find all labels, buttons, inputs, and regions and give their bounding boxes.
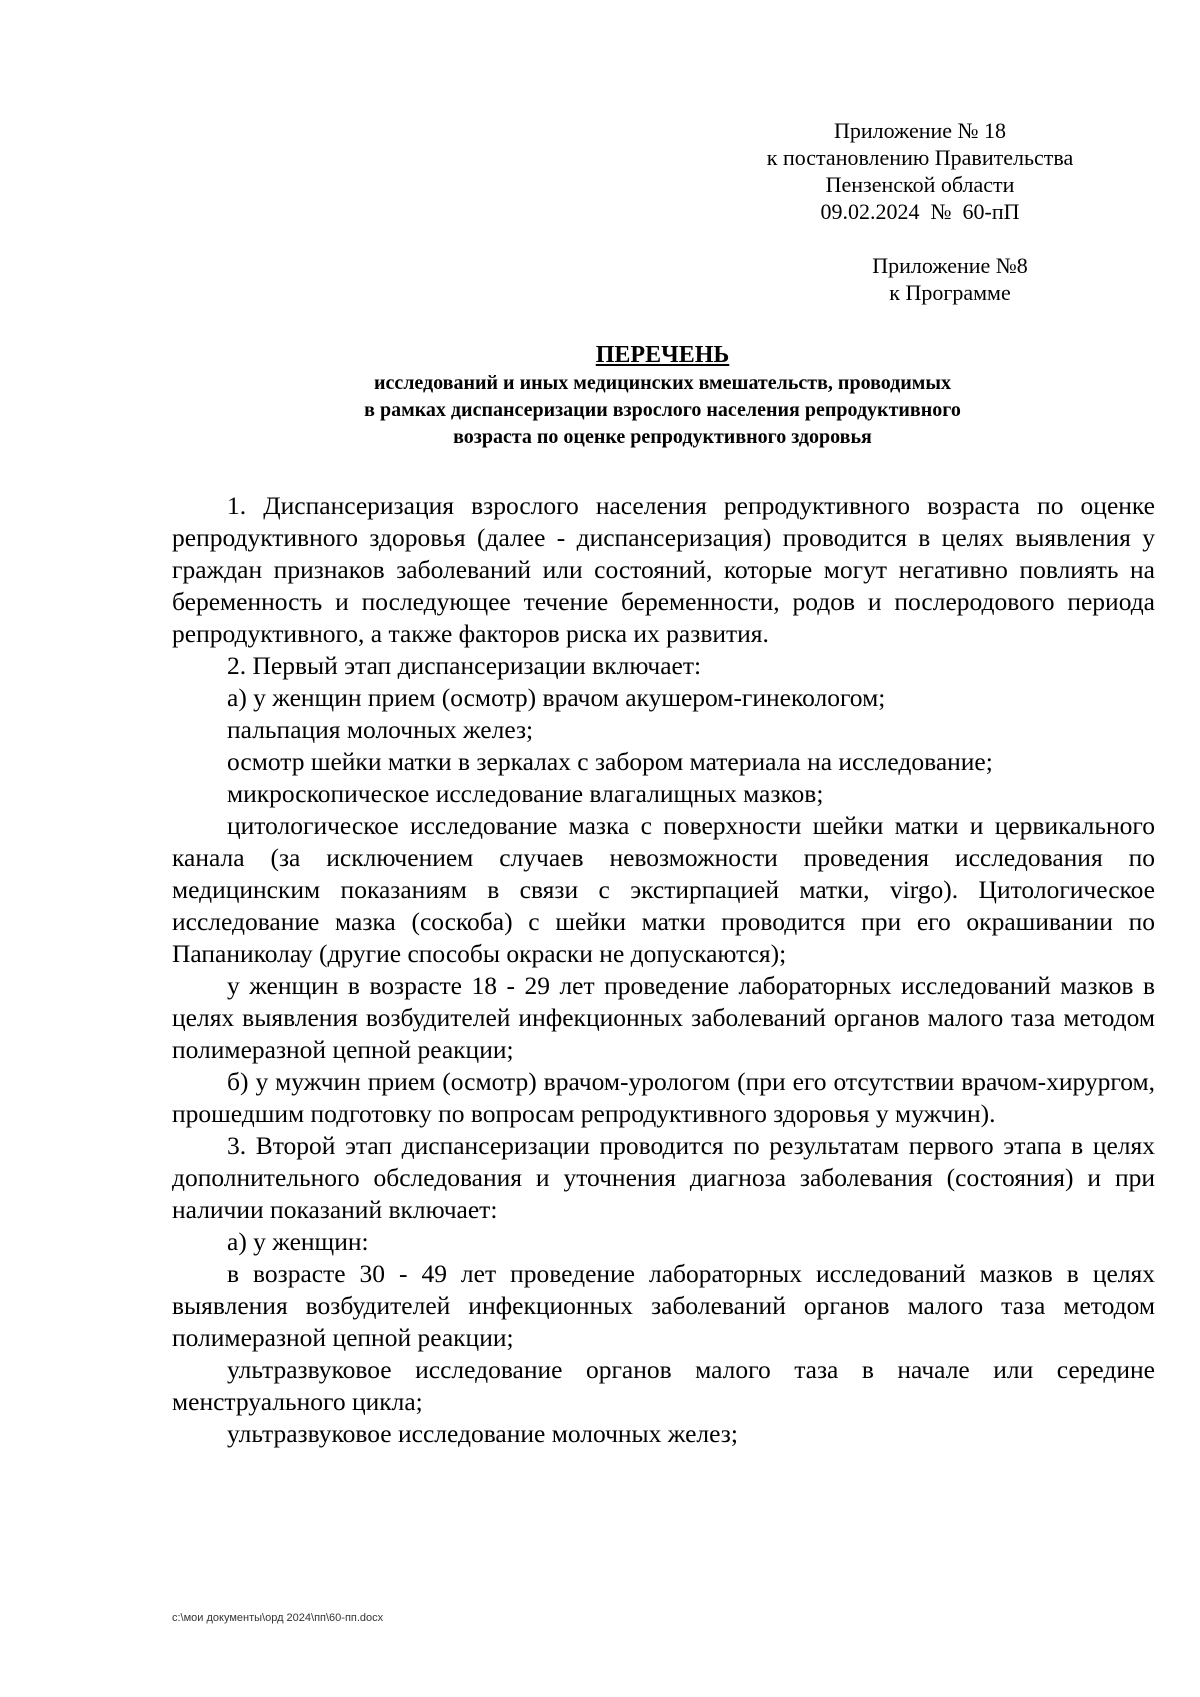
paragraph-item: микроскопическое исследование влагалищных мазков; <box>227 779 824 808</box>
paragraph-2b: б) у мужчин прием (осмотр) врачом-урологом (при его отсутствии врачом-хирургом, прошедшим подготовку по вопросам репродуктивного здоровья у мужчин). <box>172 1067 1155 1128</box>
paragraph-item: в возрасте 30 - 49 лет проведение лабораторных исследований мазков в целях выявления возбудителей инфекционных заболеваний органов малого таза методом полимеразной цепной реакции; <box>172 1259 1155 1352</box>
title-subline: возраста по оценке репродуктивного здоровья <box>453 426 872 448</box>
paragraph-item: цитологическое исследование мазка с поверхности шейки матки и цервикального канала (за исключением случаев невозможности проведения исследования по медицинским показаниям в связи с экстирпацией матки, virgo). Цитологическое исследование мазка (соскоба) с шейки матки проводится при его окрашивании по Папаниколау (другие способы окраски не допускаются); <box>172 811 1155 968</box>
paragraph-item: ультразвуковое исследование молочных желез; <box>227 1419 738 1448</box>
paragraph-item: у женщин в возрасте 18 - 29 лет проведение лабораторных исследований мазков в целях выявления возбудителей инфекционных заболеваний органов малого таза методом полимеразной цепной реакции; <box>172 971 1155 1064</box>
annex-18-line: к постановлению Правительства <box>766 145 1074 170</box>
paragraph-2: 2. Первый этап диспансеризации включает: <box>227 651 702 680</box>
paragraph-3a: а) у женщин: <box>227 1227 369 1256</box>
annex-18-line: Пензенской области <box>825 172 1015 197</box>
footer-file-path: c:\мои документы\орд 2024\пп\60-пп.docx <box>172 1612 384 1624</box>
paragraph-item: осмотр шейки матки в зеркалах с забором материала на исследование; <box>227 747 993 776</box>
annex-8-line: к Программе <box>889 280 1011 305</box>
annex-18-line: 09.02.2024 № 60-пП <box>820 199 1020 224</box>
title-subline: исследований и иных медицинских вмешательств, проводимых <box>373 372 952 394</box>
paragraph-item: пальпация молочных желез; <box>227 715 534 744</box>
title-subline: в рамках диспансеризации взрослого населения репродуктивного <box>364 399 961 421</box>
annex-18-line: Приложение № 18 <box>833 118 1007 143</box>
document-body <box>172 490 1155 1450</box>
paragraph-item: ультразвуковое исследование органов малого таза в начале или середине менструального цикла; <box>172 1355 1155 1416</box>
annex-18-stamp <box>720 117 1120 225</box>
annex-8-line: Приложение №8 <box>872 253 1028 278</box>
paragraph-1: 1. Диспансеризация взрослого населения репродуктивного возраста по оценке репродуктивного здоровья (далее - диспансеризация) проводится в целях выявления у граждан признаков заболеваний или состояний, которые могут негативно повлиять на беременность и последующее течение беременности, родов и послеродового периода репродуктивного, а также факторов риска их развития. <box>172 491 1155 648</box>
annex-8-stamp <box>850 252 1050 306</box>
paragraph-2a: а) у женщин прием (осмотр) врачом акушером-гинекологом; <box>227 683 886 712</box>
document-title <box>170 340 1155 451</box>
title-main: ПЕРЕЧЕНЬ <box>595 342 730 368</box>
paragraph-3: 3. Второй этап диспансеризации проводится по результатам первого этапа в целях дополнительного обследования и уточнения диагноза заболевания (состояния) и при наличии показаний включает: <box>172 1131 1155 1224</box>
